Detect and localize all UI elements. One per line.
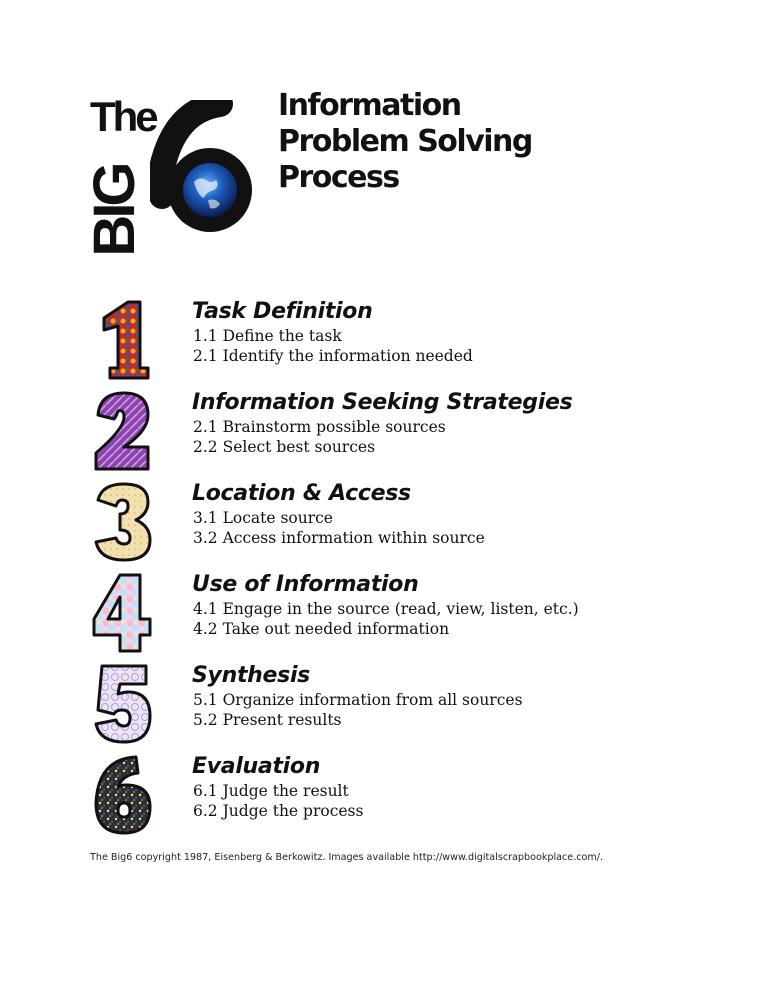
- step-3-item-1: 3.1 Locate source: [193, 509, 333, 527]
- number-4-icon: [90, 571, 156, 655]
- step-4-heading: Use of Information: [192, 572, 419, 597]
- step-2-item-1: 2.1 Brainstorm possible sources: [193, 418, 446, 436]
- logo-big-text: BIG: [82, 165, 147, 257]
- big6-logo: [82, 93, 266, 257]
- step-2-heading: Information Seeking Strategies: [192, 390, 573, 415]
- step-5-heading: Synthesis: [192, 663, 310, 688]
- logo-six-globe-icon: [150, 100, 268, 238]
- title-line-1: Information: [278, 88, 461, 123]
- step-3-item-2: 3.2 Access information within source: [193, 529, 485, 547]
- logo-the-text: The: [90, 93, 156, 140]
- step-6-heading: Evaluation: [192, 754, 321, 779]
- number-2-icon: [90, 389, 156, 473]
- step-3-heading: Location & Access: [192, 481, 411, 506]
- step-4-item-2: 4.2 Take out needed information: [193, 620, 450, 638]
- number-3-icon: [90, 480, 156, 564]
- number-6-icon: [90, 753, 156, 837]
- step-1-item-1: 1.1 Define the task: [193, 327, 342, 345]
- number-5-icon: [90, 662, 156, 746]
- title-line-2: Problem Solving: [278, 124, 532, 159]
- step-1-heading: Task Definition: [192, 299, 373, 324]
- title-line-3: Process: [278, 160, 399, 195]
- number-1-icon: [90, 298, 156, 382]
- page-title: [278, 88, 532, 196]
- step-1-item-2: 2.1 Identify the information needed: [193, 347, 473, 365]
- copyright-footer: The Big6 copyright 1987, Eisenberg & Berkowitz. Images available http://www.digitalscrapbookplace.com/.: [90, 852, 604, 863]
- step-5-item-2: 5.2 Present results: [193, 711, 342, 729]
- step-4-item-1: 4.1 Engage in the source (read, view, listen, etc.): [193, 600, 579, 618]
- step-6-item-1: 6.1 Judge the result: [193, 782, 349, 800]
- step-6-item-2: 6.2 Judge the process: [193, 802, 364, 820]
- step-5-item-1: 5.1 Organize information from all sources: [193, 691, 523, 709]
- step-2-item-2: 2.2 Select best sources: [193, 438, 376, 456]
